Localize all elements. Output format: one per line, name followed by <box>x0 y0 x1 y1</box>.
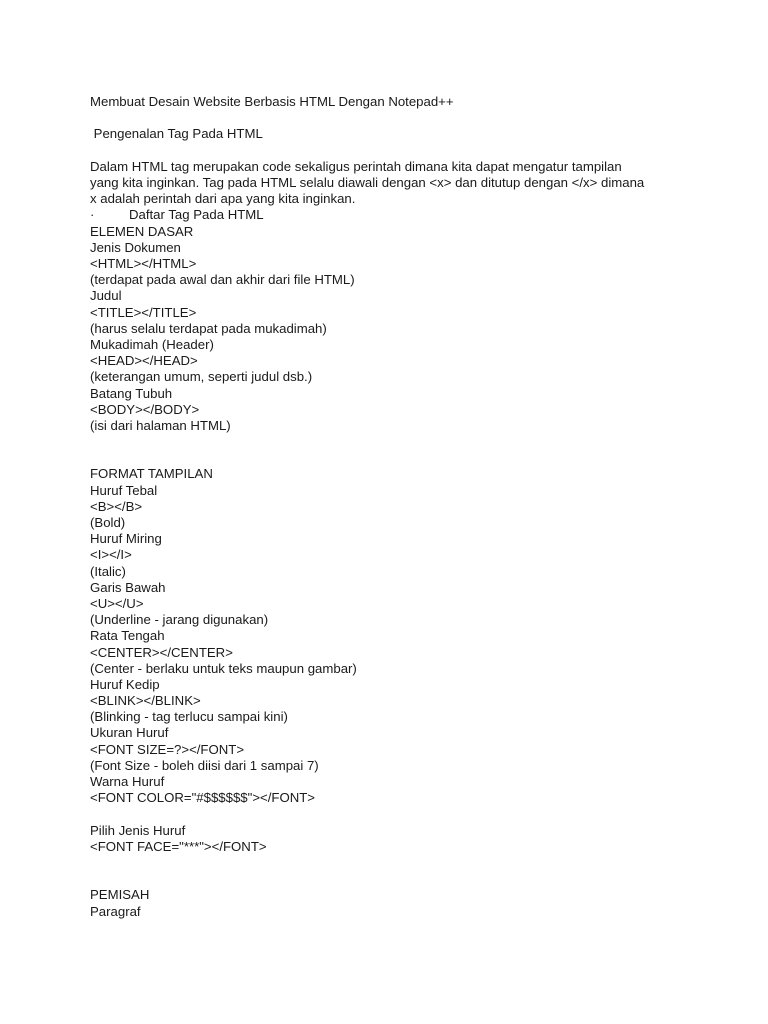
section-line: <U></U> <box>90 595 144 611</box>
section-line: (Italic) <box>90 563 126 579</box>
section-line: <BLINK></BLINK> <box>90 693 201 709</box>
intro-paragraph <box>90 159 710 208</box>
section-line: Paragraf <box>90 903 141 919</box>
section-line: <HTML></HTML> <box>90 256 197 271</box>
spacer <box>90 855 710 887</box>
spacer <box>90 806 710 822</box>
section-heading: FORMAT TAMPILAN <box>90 466 213 482</box>
section-line: <CENTER></CENTER> <box>90 644 233 660</box>
section-line: Jenis Dokumen <box>90 239 181 255</box>
section-line: Warna Huruf <box>90 774 165 790</box>
section-line: Huruf Tebal <box>90 482 158 498</box>
section-line: Batang Tubuh <box>90 385 173 401</box>
section-line: <B></B> <box>90 498 143 514</box>
section-line: (Underline - jarang digunakan) <box>90 612 269 628</box>
bullet-text: Daftar Tag Pada HTML <box>129 207 264 223</box>
section-line: (Bold) <box>90 515 126 531</box>
section-line: <FONT SIZE=?></FONT> <box>90 741 245 757</box>
section-line: Judul <box>90 288 122 304</box>
document-page <box>90 94 710 920</box>
document-subtitle: Pengenalan Tag Pada HTML <box>90 126 263 142</box>
section-line: (Center - berlaku untuk teks maupun gambar) <box>90 660 357 676</box>
section-line: Garis Bawah <box>90 579 166 595</box>
document-title: Membuat Desain Website Berbasis HTML Dengan Notepad++ <box>90 94 454 109</box>
intro-line: x adalah perintah dari apa yang kita inginkan. <box>90 191 356 207</box>
section-line: <I></I> <box>90 547 132 563</box>
section-line: Pilih Jenis Huruf <box>90 822 186 838</box>
bullet-item <box>90 207 710 223</box>
section-line: <HEAD></HEAD> <box>90 353 198 369</box>
section-line: <FONT FACE="***"></FONT> <box>90 838 267 854</box>
section-line: Huruf Kedip <box>90 676 160 692</box>
section-line: (Font Size - boleh diisi dari 1 sampai 7) <box>90 757 319 773</box>
intro-line: Dalam HTML tag merupakan code sekaligus perintah dimana kita dapat mengatur tampilan <box>90 158 622 174</box>
section-line: (terdapat pada awal dan akhir dari file HTML) <box>90 272 355 288</box>
section-line: (Blinking - tag terlucu sampai kini) <box>90 709 288 725</box>
section-line: (keterangan umum, seperti judul dsb.) <box>90 369 313 385</box>
section-pemisah <box>90 887 710 919</box>
section-heading: ELEMEN DASAR <box>90 223 194 239</box>
section-line: Ukuran Huruf <box>90 725 169 741</box>
section-elemen-dasar <box>90 224 710 434</box>
section-format-tampilan <box>90 466 710 855</box>
bullet-symbol: · <box>90 207 95 223</box>
section-line: Mukadimah (Header) <box>90 336 214 352</box>
section-line: (isi dari halaman HTML) <box>90 417 231 433</box>
section-line: Rata Tengah <box>90 628 165 644</box>
intro-line: yang kita inginkan. Tag pada HTML selalu diawali dengan <x> dan ditutup dengan </x> dimana <box>90 175 645 191</box>
section-line: (harus selalu terdapat pada mukadimah) <box>90 320 327 336</box>
spacer <box>90 434 710 466</box>
section-line: <TITLE></TITLE> <box>90 304 197 320</box>
section-line: <BODY></BODY> <box>90 401 200 417</box>
section-line: <FONT COLOR="#$$$$$$"></FONT> <box>90 790 315 806</box>
section-heading: PEMISAH <box>90 887 150 903</box>
section-line: Huruf Miring <box>90 531 162 547</box>
